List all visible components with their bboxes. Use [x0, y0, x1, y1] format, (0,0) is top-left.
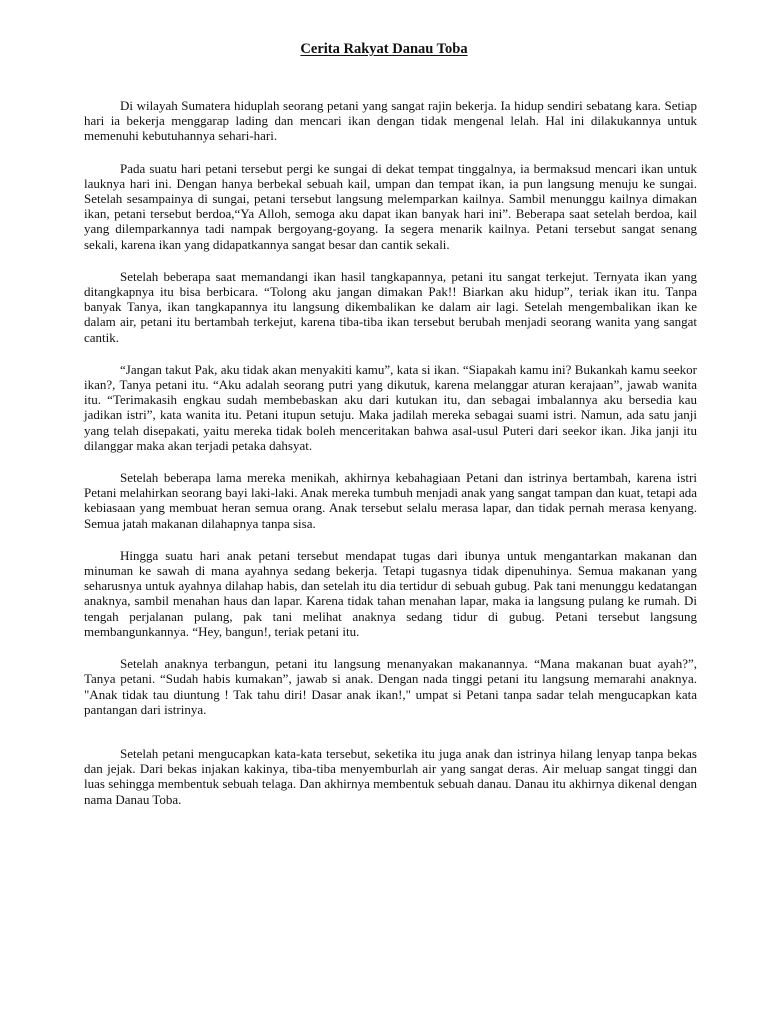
document-body — [84, 98, 697, 824]
paragraph-2: Pada suatu hari petani tersebut pergi ke sungai di dekat tempat tinggalnya, ia bermaksud mencari ikan untuk lauknya hari ini. Dengan hanya berbekal sebuah kail, umpan dan tempat ikan, ia pun langsung menuju ke sungai. Setelah sesampainya di sungai, petani tersebut langsung melemparkan kailnya. Sambil menunggu kailnya dimakan ikan, petani tersebut berdoa,“Ya Alloh, semoga aku dapat ikan banyak hari ini”. Beberapa saat setelah berdoa, kail yang dilemparkannya tadi nampak bergoyang-goyang. Ia segera menarik kailnya. Petani tersebut sangat senang sekali, karena ikan yang didapatkannya sangat besar dan cantik sekali. — [84, 160, 697, 252]
paragraph-3: Setelah beberapa saat memandangi ikan hasil tangkapannya, petani itu sangat terkejut. Ternyata ikan yang ditangkapnya itu bisa berbicara. “Tolong aku jangan dimakan Pak!! Biarkan aku hidup”, teriak ikan itu. Tanpa banyak Tanya, ikan tangkapannya itu langsung dikembalikan ke dalam air lagi. Setelah mengembalikan ikan ke dalam air, petani itu bertambah terkejut, karena tiba-tiba ikan tersebut berubah menjadi seorang wanita yang sangat cantik. — [84, 268, 697, 345]
document-title — [0, 40, 768, 58]
paragraph-4: “Jangan takut Pak, aku tidak akan menyakiti kamu”, kata si ikan. “Siapakah kamu ini? Bukankah kamu seekor ikan?, Tanya petani itu. “Aku adalah seorang putri yang dikutuk, karena melanggar aturan kerajaan”, jawab wanita itu. “Terimakasih engkau sudah membebaskan aku dari kutukan itu, dan sebagai imbalannya aku bersedia kau jadikan istri”, kata wanita itu. Petani itupun setuju. Maka jadilah mereka sebagai suami istri. Namun, ada satu janji yang telah disepakati, yaitu mereka tidak boleh menceritakan bahwa asal-usul Puteri dari seekor ikan. Jika janji itu dilanggar maka akan terjadi petaka dahsyat. — [84, 361, 697, 453]
document-title-text: Cerita Rakyat Danau Toba — [300, 41, 468, 57]
paragraph-5: Setelah beberapa lama mereka menikah, akhirnya kebahagiaan Petani dan istrinya bertambah, karena istri Petani melahirkan seorang bayi laki-laki. Anak mereka tumbuh menjadi anak yang sangat tampan dan kuat, tetapi ada kebiasaan yang membuat heran semua orang. Anak tersebut selalu merasa lapar, dan tidak pernah merasa kenyang. Semua jatah makanan dilahapnya tanpa sisa. — [84, 470, 697, 531]
paragraph-7: Setelah anaknya terbangun, petani itu langsung menanyakan makanannya. “Mana makanan buat ayah?”, Tanya petani. “Sudah habis kumakan”, jawab si anak. Dengan nada tinggi petani itu langsung memarahi anaknya. "Anak tidak tau diuntung ! Tak tahu diri! Dasar anak ikan!," umpat si Petani tanpa sadar telah mengucapkan kata pantangan dari istrinya. — [84, 656, 697, 717]
paragraph-6: Hingga suatu hari anak petani tersebut mendapat tugas dari ibunya untuk mengantarkan makanan dan minuman ke sawah di mana ayahnya sedang bekerja. Tetapi tugasnya tidak dipenuhinya. Semua makanan yang seharusnya untuk ayahnya dilahap habis, dan setelah itu dia tertidur di sebuah gubug. Pak tani menunggu kedatangan anaknya, sambil menahan haus dan lapar. Karena tidak tahan menahan lapar, maka ia langsung pulang ke rumah. Di tengah perjalanan pulang, pak tani melihat anaknya sedang tidur di gubug. Petani tersebut langsung membangunkannya. “Hey, bangun!, teriak petani itu. — [84, 547, 697, 639]
paragraph-8: Setelah petani mengucapkan kata-kata tersebut, seketika itu juga anak dan istrinya hilang lenyap tanpa bekas dan jejak. Dari bekas injakan kakinya, tiba-tiba menyemburlah air yang sangat deras. Air meluap sangat tinggi dan luas sehingga membentuk sebuah telaga. Dan akhirnya membentuk sebuah danau. Danau itu akhirnya dikenal dengan nama Danau Toba. — [84, 745, 697, 807]
paragraph-1: Di wilayah Sumatera hiduplah seorang petani yang sangat rajin bekerja. Ia hidup sendiri sebatang kara. Setiap hari ia bekerja menggarap lading dan mencari ikan dengan tidak mengenal lelah. Hal ini dilakukannya untuk memenuhi kebutuhannya sehari-hari. — [84, 98, 697, 144]
